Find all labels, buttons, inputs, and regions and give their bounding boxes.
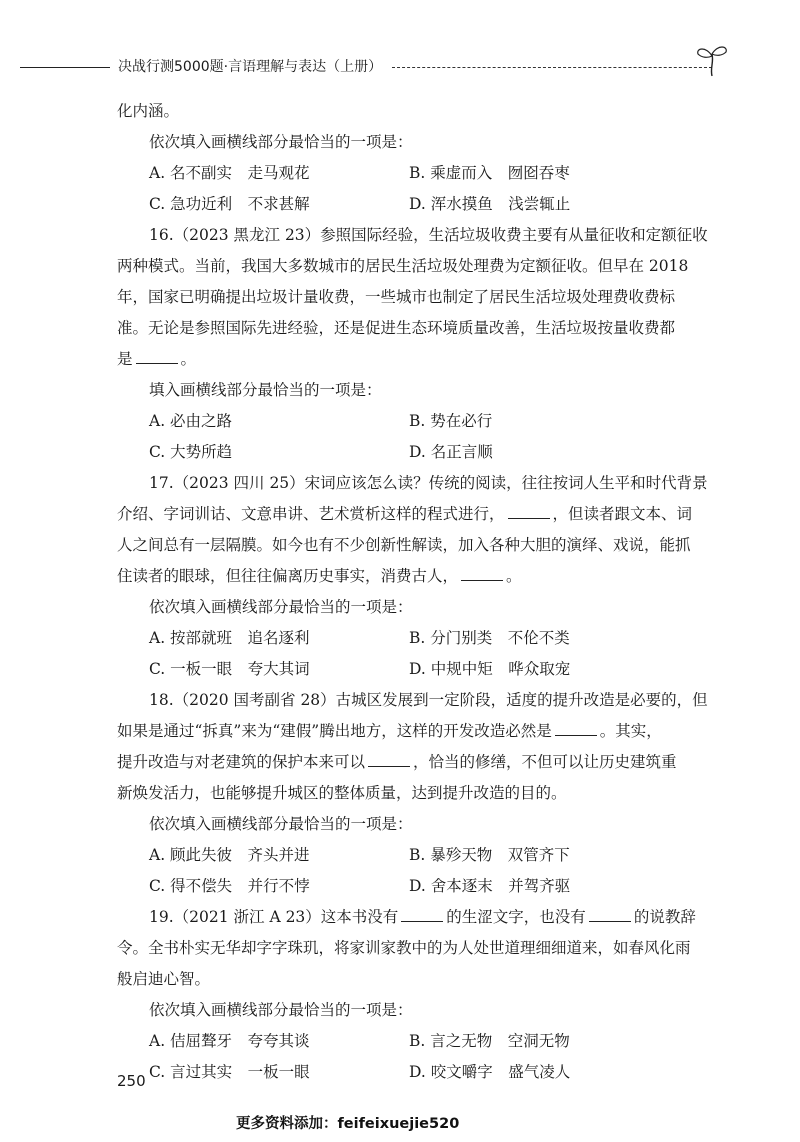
q16-line-5-end: 。 xyxy=(180,350,197,368)
q15-option-d: D. 浑水摸鱼 浅尝辄止 xyxy=(409,195,571,213)
q16-line-4: 准。无论是参照国际先进经验，还是促进生态环境质量改善，生活垃圾按量收费都 xyxy=(117,319,676,337)
page-body xyxy=(117,96,717,1088)
q18-option-a: A. 顾此失彼 齐头并进 xyxy=(149,846,310,864)
q18-line-2-end: 。其实， xyxy=(599,722,662,740)
q18-option-b: B. 暴殄天物 双管齐下 xyxy=(409,846,570,864)
q18-line-2-start: 如果是通过“拆真”来为“建假”腾出地方，这样的开发改造必然是 xyxy=(117,722,552,740)
book-title: 决战行测5000题·言语理解与表达（上册） xyxy=(118,59,383,75)
q17-blank-2 xyxy=(461,566,503,581)
q18-line-2 xyxy=(117,716,717,747)
q17-prompt: 依次填入画横线部分最恰当的一项是： xyxy=(149,598,413,616)
q18-option-c: C. 得不偿失 并行不悖 xyxy=(149,877,310,895)
q18-line-3-end: ，恰当的修缮，不但可以让历史建筑重 xyxy=(413,753,677,771)
q19-line-1 xyxy=(117,902,717,933)
q16-option-b: B. 势在必行 xyxy=(409,412,493,430)
q17-line-2 xyxy=(117,499,717,530)
q18-line-4: 新焕发活力，也能够提升城区的整体质量，达到提升改造的目的。 xyxy=(117,784,567,802)
header-rule-right xyxy=(392,67,712,68)
q17-line-4 xyxy=(117,561,717,592)
q17-line-2-start: 介绍、字词训诂、文意串讲、艺术赏析这样的程式进行， xyxy=(117,505,505,523)
q16-line-3: 年，国家已明确提出垃圾计量收费，一些城市也制定了居民生活垃圾处理费收费标 xyxy=(117,288,676,306)
q18-options-row1 xyxy=(117,840,717,871)
continued-text: 化内涵。 xyxy=(117,102,180,120)
q19-options-row2 xyxy=(117,1057,717,1088)
q19-line-2: 令。全书朴实无华却字字珠玑，将家训家教中的为人处世道理细细道来，如春风化雨 xyxy=(117,939,691,957)
q18-option-d: D. 舍本逐末 并驾齐驱 xyxy=(409,877,571,895)
q19-prompt: 依次填入画横线部分最恰当的一项是： xyxy=(149,1001,413,1019)
q16-line-5 xyxy=(117,344,717,375)
q17-option-d: D. 中规中矩 哗众取宠 xyxy=(409,660,571,678)
q15-prompt: 依次填入画横线部分最恰当的一项是： xyxy=(149,133,413,151)
q15-options-row2 xyxy=(117,189,717,220)
q19-option-b: B. 言之无物 空洞无物 xyxy=(409,1032,570,1050)
q17-line-3: 人之间总有一层隔膜。如今也有不少创新性解读，加入各种大胆的演绎、戏说，能抓 xyxy=(117,536,691,554)
q19-line-3: 般启迪心智。 xyxy=(117,970,211,988)
q15-options-row1 xyxy=(117,158,717,189)
q16-option-a: A. 必由之路 xyxy=(149,412,233,430)
q17-line-1: 17.（2023 四川 25）宋词应该怎么读？传统的阅读，往往按词人生平和时代背景 xyxy=(149,474,708,492)
q17-options-row1 xyxy=(117,623,717,654)
q19-line-1-start: 19.（2021 浙江 A 23）这本书没有 xyxy=(149,908,399,926)
q18-options-row2 xyxy=(117,871,717,902)
q19-option-d: D. 咬文嚼字 盛气凌人 xyxy=(409,1063,571,1081)
q17-option-b: B. 分门别类 不伦不类 xyxy=(409,629,570,647)
q16-options-row1 xyxy=(117,406,717,437)
running-header xyxy=(20,48,750,88)
q16-line-5-start: 是 xyxy=(117,350,133,368)
q18-line-1: 18.（2020 国考副省 28）古城区发展到一定阶段，适度的提升改造是必要的，但 xyxy=(149,691,708,709)
q16-option-d: D. 名正言顺 xyxy=(409,443,493,461)
q17-blank-1 xyxy=(508,504,550,519)
page-number: 250 xyxy=(117,1072,146,1090)
q17-option-c: C. 一板一眼 夸大其词 xyxy=(149,660,310,678)
q19-blank-1 xyxy=(401,907,443,922)
q19-options-row1 xyxy=(117,1026,717,1057)
q17-options-row2 xyxy=(117,654,717,685)
q16-options-row2 xyxy=(117,437,717,468)
q16-line-1: 16.（2023 黑龙江 23）参照国际经验，生活垃圾收费主要有从量征收和定额征收 xyxy=(149,226,708,244)
q18-blank-1 xyxy=(555,721,597,736)
q17-line-2-end: ，但读者跟文本、词 xyxy=(552,505,693,523)
header-rule-left xyxy=(20,67,110,68)
q15-option-b: B. 乘虚而入 囫囵吞枣 xyxy=(409,164,570,182)
q15-option-c: C. 急功近利 不求甚解 xyxy=(149,195,310,213)
q16-blank xyxy=(136,349,178,364)
q17-line-4-end: 。 xyxy=(506,567,522,585)
q17-line-4-start: 住读者的眼球，但往往偏离历史事实，消费古人， xyxy=(117,567,459,585)
q19-option-c: C. 言过其实 一板一眼 xyxy=(149,1063,310,1081)
q18-prompt: 依次填入画横线部分最恰当的一项是： xyxy=(149,815,413,833)
q19-blank-2 xyxy=(589,907,631,922)
q19-line-1-mid: 的生涩文字，也没有 xyxy=(446,908,586,926)
q19-line-1-end: 的说教辞 xyxy=(633,908,696,926)
q18-blank-2 xyxy=(368,752,410,767)
sprout-icon xyxy=(692,42,732,78)
footer-note: 更多资料添加：feifeixuejie520 xyxy=(236,1116,460,1132)
q17-option-a: A. 按部就班 追名逐利 xyxy=(149,629,310,647)
q18-line-3 xyxy=(117,747,717,778)
q16-line-2: 两种模式。当前，我国大多数城市的居民生活垃圾处理费为定额征收。但早在 2018 xyxy=(117,257,689,275)
q16-option-c: C. 大势所趋 xyxy=(149,443,233,461)
q19-option-a: A. 佶屈聱牙 夸夸其谈 xyxy=(149,1032,310,1050)
q15-option-a: A. 名不副实 走马观花 xyxy=(149,164,310,182)
q18-line-3-start: 提升改造与对老建筑的保护本来可以 xyxy=(117,753,366,771)
q16-prompt: 填入画横线部分最恰当的一项是： xyxy=(149,381,382,399)
